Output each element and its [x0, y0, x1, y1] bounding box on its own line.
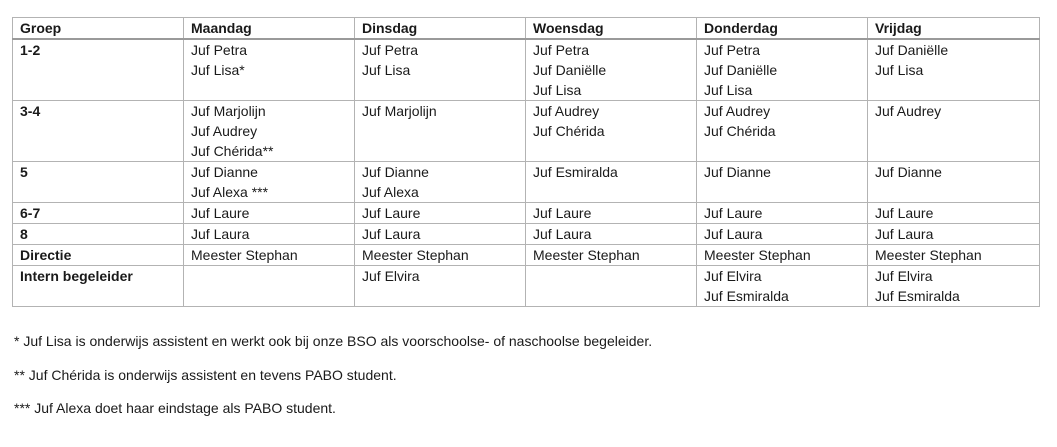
schedule-table: [12, 17, 1040, 307]
schedule-cell: [868, 162, 1040, 203]
schedule-cell: [355, 101, 526, 162]
staff-name: Juf Laure: [191, 205, 250, 221]
staff-name: Juf Lisa: [875, 62, 924, 78]
schedule-cell: [184, 203, 355, 224]
schedule-cell: [355, 39, 526, 101]
column-header-maandag: Maandag: [184, 18, 355, 40]
schedule-cell: [526, 39, 697, 101]
schedule-cell: [868, 245, 1040, 266]
schedule-cell: [526, 245, 697, 266]
staff-name: Juf Laura: [362, 226, 421, 242]
schedule-cell: [697, 39, 868, 101]
group-label: 3-4: [13, 101, 184, 162]
staff-name: Juf Esmiralda: [704, 288, 789, 304]
footnote: *** Juf Alexa doet haar eindstage als PABO student.: [14, 400, 336, 416]
schedule-cell: [184, 101, 355, 162]
staff-name: Meester Stephan: [875, 247, 982, 263]
column-header-woensdag: Woensdag: [526, 18, 697, 40]
staff-name: Juf Dianne: [191, 164, 258, 180]
schedule-cell: [697, 162, 868, 203]
staff-name: Meester Stephan: [704, 247, 811, 263]
group-label: Directie: [13, 245, 184, 266]
staff-name: Juf Chérida**: [191, 143, 274, 159]
schedule-cell: [868, 266, 1040, 307]
staff-name: Juf Lisa*: [191, 62, 245, 78]
staff-name: Juf Lisa: [704, 82, 753, 98]
group-label: Intern begeleider: [13, 266, 184, 307]
table-row: [13, 162, 1040, 203]
staff-name: Juf Petra: [533, 42, 590, 58]
staff-name: Juf Dianne: [704, 164, 771, 180]
staff-name: Juf Lisa: [362, 62, 411, 78]
schedule-cell: [868, 224, 1040, 245]
group-label: 5: [13, 162, 184, 203]
table-row: [13, 203, 1040, 224]
staff-name: Juf Dianne: [875, 164, 942, 180]
staff-name: Juf Chérida: [533, 123, 605, 139]
footnotes: [14, 331, 652, 432]
group-label: 8: [13, 224, 184, 245]
staff-name: Juf Petra: [704, 42, 761, 58]
staff-name: Juf Lisa: [533, 82, 582, 98]
staff-name: Juf Daniëlle: [704, 62, 778, 78]
staff-name: Juf Laure: [533, 205, 592, 221]
table-row: [13, 266, 1040, 307]
schedule-cell: [184, 224, 355, 245]
staff-name: Juf Laura: [704, 226, 763, 242]
table-row: [13, 224, 1040, 245]
staff-name: Meester Stephan: [362, 247, 469, 263]
staff-name: Juf Petra: [191, 42, 248, 58]
column-header-dinsdag: Dinsdag: [355, 18, 526, 40]
staff-name: Juf Daniëlle: [533, 62, 607, 78]
group-label: 1-2: [13, 39, 184, 101]
schedule-cell: [697, 203, 868, 224]
staff-name: Juf Audrey: [704, 103, 771, 119]
staff-name: Juf Audrey: [533, 103, 600, 119]
staff-name: Juf Marjolijn: [362, 103, 437, 119]
schedule-cell: [697, 245, 868, 266]
schedule-cell: [697, 224, 868, 245]
schedule-cell: [697, 266, 868, 307]
table-row: [13, 101, 1040, 162]
schedule-cell: [355, 224, 526, 245]
staff-name: Juf Laure: [704, 205, 763, 221]
column-header-vrijdag: Vrijdag: [868, 18, 1040, 40]
staff-name: Juf Petra: [362, 42, 419, 58]
staff-name: Juf Marjolijn: [191, 103, 266, 119]
schedule-cell: [184, 162, 355, 203]
footnote: * Juf Lisa is onderwijs assistent en werkt ook bij onze BSO als voorschoolse- of naschoolse begeleider.: [14, 333, 653, 349]
staff-name: Juf Laura: [191, 226, 250, 242]
staff-name: Juf Dianne: [362, 164, 429, 180]
column-header-groep: Groep: [13, 18, 184, 40]
schedule-cell: [868, 101, 1040, 162]
staff-name: Juf Elvira: [875, 268, 933, 284]
schedule-cell: [526, 266, 697, 307]
staff-name: Juf Daniëlle: [875, 42, 949, 58]
schedule-cell: [355, 203, 526, 224]
staff-name: Juf Laura: [875, 226, 934, 242]
staff-name: Juf Audrey: [191, 123, 258, 139]
schedule-header: [13, 18, 1040, 40]
schedule-cell: [184, 39, 355, 101]
staff-name: Meester Stephan: [533, 247, 640, 263]
schedule-cell: [526, 162, 697, 203]
staff-name: Juf Audrey: [875, 103, 942, 119]
header-row: [13, 18, 1040, 40]
schedule-cell: [184, 245, 355, 266]
staff-name: Juf Alexa: [362, 184, 419, 200]
table-row: [13, 39, 1040, 101]
staff-name: Meester Stephan: [191, 247, 298, 263]
schedule-cell: [526, 101, 697, 162]
staff-name: Juf Laure: [362, 205, 421, 221]
staff-name: Juf Elvira: [362, 268, 420, 284]
schedule-cell: [868, 203, 1040, 224]
schedule-cell: [868, 39, 1040, 101]
group-label: 6-7: [13, 203, 184, 224]
column-header-donderdag: Donderdag: [697, 18, 868, 40]
schedule-cell: [697, 101, 868, 162]
staff-name: Juf Alexa ***: [191, 184, 269, 200]
footnote: ** Juf Chérida is onderwijs assistent en tevens PABO student.: [14, 366, 397, 383]
schedule-cell: [184, 266, 355, 307]
staff-name: Juf Esmiralda: [875, 288, 960, 304]
staff-name: Juf Chérida: [704, 123, 776, 139]
schedule-cell: [526, 203, 697, 224]
schedule-cell: [526, 224, 697, 245]
schedule-cell: [355, 162, 526, 203]
schedule-body: [13, 39, 1040, 307]
table-row: [13, 245, 1040, 266]
staff-name: Juf Laura: [533, 226, 592, 242]
staff-name: Juf Esmiralda: [533, 164, 618, 180]
staff-name: Juf Elvira: [704, 268, 762, 284]
staff-name: Juf Laure: [875, 205, 934, 221]
schedule-cell: [355, 245, 526, 266]
schedule-cell: [355, 266, 526, 307]
